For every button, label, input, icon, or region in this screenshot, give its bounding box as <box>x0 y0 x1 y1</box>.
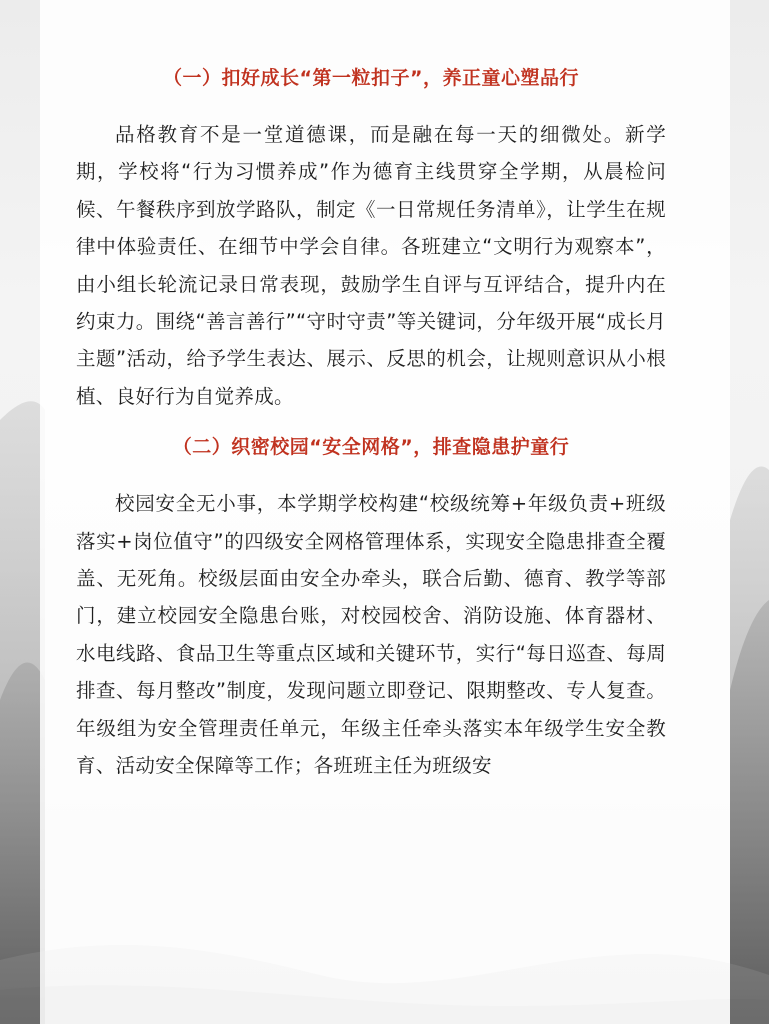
document-content <box>76 58 666 785</box>
section-2-heading: （二）织密校园“安全网格”，排查隐患护童行 <box>172 436 570 459</box>
section-1-heading: （一）扣好成长“第一粒扣子”，养正童心塑品行 <box>163 67 579 89</box>
section-2-paragraph: 校园安全无小事，本学期学校构建“校级统筹+年级负责+班级落实+岗位值守”的四级安全网格管理体系，实现安全隐患排查全覆盖、无死角。校级层面由安全办牵头，联合后勤、德育、教学等部门，建立校园安全隐患台账，对校园校舍、消防设施、体育器材、水电线路、食品卫生等重点区域和关键环节，实行“每日巡查、每周排查、每月整改”制度，发现问题立即登记、限期整改、专人复查。年级组为安全管理责任单元，年级主任牵头落实本年级学生安全教育、活动安全保障等工作；各班班主任为班级安 <box>76 492 666 778</box>
section-1-paragraph: 品格教育不是一堂道德课，而是融在每一天的细微处。新学期，学校将“行为习惯养成”作为德育主线贯穿全学期，从晨检问候、午餐秩序到放学路队，制定《一日常规任务清单》，让学生在规律中体验责任、在细节中学会自律。各班建立“文明行为观察本”，由小组长轮流记录日常表现，鼓励学生自评与互评结合，提升内在约束力。围绕“善言善行”“守时守责”等关键词，分年级开展“成长月主题”活动，给予学生表达、展示、反思的机会，让规则意识从小根植、良好行为自觉养成。 <box>76 123 666 408</box>
